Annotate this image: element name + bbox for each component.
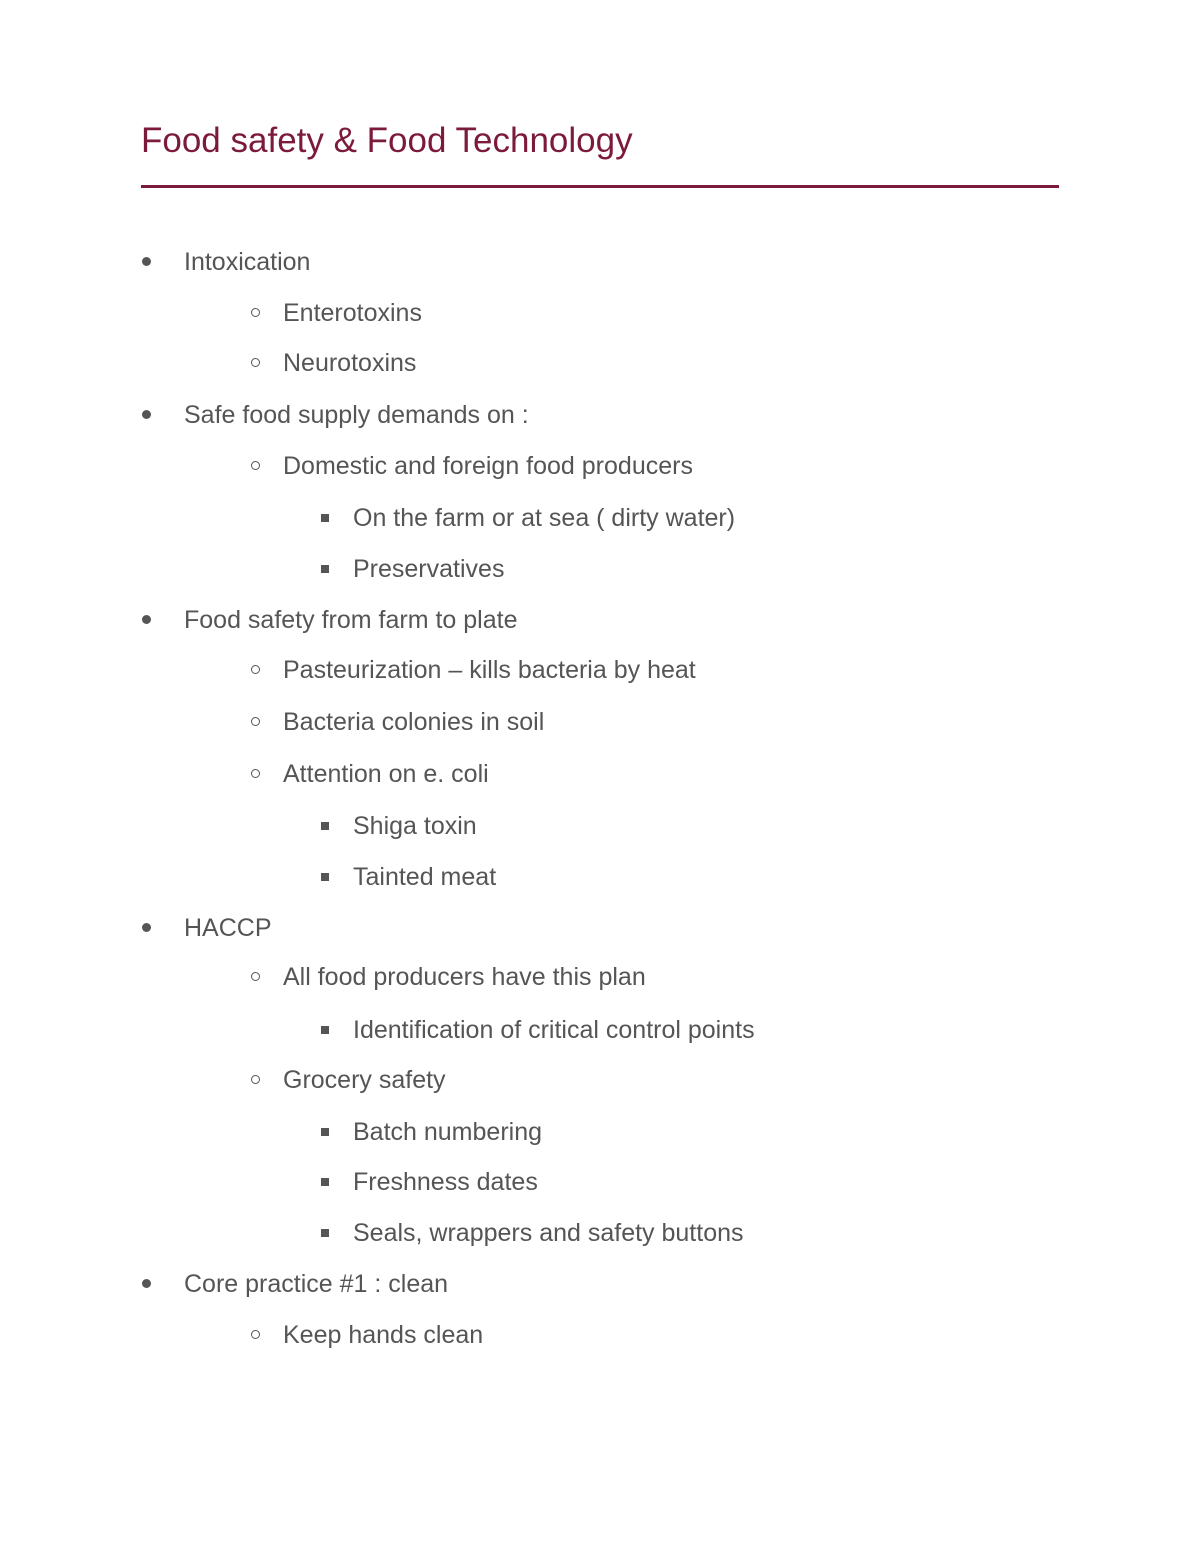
outline-item-level-3: Identification of critical control points bbox=[353, 1016, 755, 1044]
bullet-square-icon bbox=[321, 514, 329, 522]
outline-item-level-2: Grocery safety bbox=[283, 1066, 446, 1094]
page-title: Food safety & Food Technology bbox=[141, 121, 633, 160]
outline-item-level-1: HACCP bbox=[184, 914, 272, 942]
outline-item-level-2: Pasteurization – kills bacteria by heat bbox=[283, 656, 696, 684]
bullet-square-icon bbox=[321, 1178, 329, 1186]
outline-item-level-2: Keep hands clean bbox=[283, 1321, 484, 1349]
outline-item-level-3: Preservatives bbox=[353, 555, 505, 583]
outline-item-level-3: Shiga toxin bbox=[353, 812, 477, 840]
bullet-square-icon bbox=[321, 822, 329, 830]
bullet-square-icon bbox=[321, 1229, 329, 1237]
bullet-circle-icon bbox=[251, 972, 260, 981]
bullet-circle-icon bbox=[251, 665, 260, 674]
outline-item-level-1: Safe food supply demands on : bbox=[184, 401, 529, 429]
bullet-circle-icon bbox=[251, 308, 260, 317]
bullet-dot-icon bbox=[142, 923, 151, 932]
outline-item-level-2: Enterotoxins bbox=[283, 299, 422, 327]
bullet-square-icon bbox=[321, 873, 329, 881]
outline-item-level-2: Domestic and foreign food producers bbox=[283, 452, 693, 480]
bullet-dot-icon bbox=[142, 615, 151, 624]
outline-item-level-2: Neurotoxins bbox=[283, 349, 417, 377]
outline-item-level-2: All food producers have this plan bbox=[283, 963, 646, 991]
bullet-circle-icon bbox=[251, 769, 260, 778]
outline-item-level-1: Core practice #1 : clean bbox=[184, 1270, 449, 1298]
outline-item-level-1: Food safety from farm to plate bbox=[184, 606, 518, 634]
outline-item-level-3: Tainted meat bbox=[353, 863, 497, 891]
bullet-dot-icon bbox=[142, 410, 151, 419]
bullet-circle-icon bbox=[251, 1330, 260, 1339]
bullet-dot-icon bbox=[142, 257, 151, 266]
outline-item-level-1: Intoxication bbox=[184, 248, 311, 276]
bullet-circle-icon bbox=[251, 358, 260, 367]
bullet-circle-icon bbox=[251, 717, 260, 726]
title-divider bbox=[141, 185, 1059, 188]
outline-item-level-3: On the farm or at sea ( dirty water) bbox=[353, 504, 736, 532]
bullet-dot-icon bbox=[142, 1279, 151, 1288]
bullet-square-icon bbox=[321, 1026, 329, 1034]
bullet-circle-icon bbox=[251, 461, 260, 470]
outline-item-level-3: Batch numbering bbox=[353, 1118, 543, 1146]
bullet-square-icon bbox=[321, 565, 329, 573]
outline-item-level-2: Attention on e. coli bbox=[283, 760, 489, 788]
bullet-circle-icon bbox=[251, 1075, 260, 1084]
outline-item-level-2: Bacteria colonies in soil bbox=[283, 708, 545, 736]
bullet-square-icon bbox=[321, 1128, 329, 1136]
outline-item-level-3: Freshness dates bbox=[353, 1168, 538, 1196]
outline-item-level-3: Seals, wrappers and safety buttons bbox=[353, 1219, 744, 1247]
